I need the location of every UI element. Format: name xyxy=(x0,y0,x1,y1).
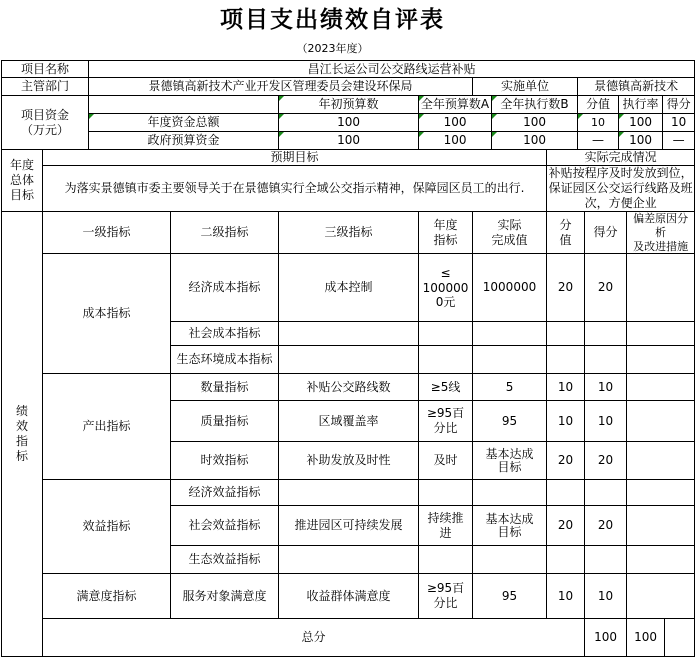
funds-row-total-initial: 100 xyxy=(279,114,419,132)
funds-header-rate: 执行率 xyxy=(619,96,663,114)
row-actual: 基本达成 目标 xyxy=(473,506,547,546)
funds-header-score: 分值 xyxy=(578,96,619,114)
cat-output: 产出指标 xyxy=(43,374,171,480)
funds-row-gov-score: — xyxy=(578,132,619,150)
row-l2: 经济效益指标 xyxy=(171,480,279,506)
report-year: （2023年度） xyxy=(296,42,369,55)
row-l2: 服务对象满意度 xyxy=(171,574,279,619)
ind-header-l3: 三级指标 xyxy=(279,212,419,254)
row-target: ≥95百 分比 xyxy=(419,574,473,619)
ind-header-score: 分 值 xyxy=(547,212,585,254)
total-score: 100 xyxy=(585,619,627,657)
ind-header-note: 偏差原因分析 及改进措施 xyxy=(627,212,695,254)
total-label: 总分 xyxy=(43,619,585,657)
row-score: 10 xyxy=(547,574,585,619)
cat-benefit: 效益指标 xyxy=(43,480,171,574)
row-score: 20 xyxy=(547,254,585,322)
row-l3: 补贴公交路线数 xyxy=(279,374,419,401)
row-score xyxy=(547,322,585,346)
goals-expected-label: 预期目标 xyxy=(43,150,547,166)
indicators-side-label: 绩 效 指 标 xyxy=(2,212,43,657)
row-l3 xyxy=(279,480,419,506)
funds-header-initial: 年初预算数 xyxy=(279,96,419,114)
funds-row-total-rate: 100 xyxy=(619,114,663,132)
row-note xyxy=(627,506,695,546)
goals-label: 年度 总体 目标 xyxy=(2,150,43,212)
row-actual xyxy=(473,546,547,574)
funds-row-gov-got: — xyxy=(663,132,695,150)
row-got: 20 xyxy=(585,254,627,322)
funds-row-total-executed: 100 xyxy=(492,114,578,132)
row-note xyxy=(627,322,695,346)
row-actual xyxy=(473,480,547,506)
funds-row-gov-annual: 100 xyxy=(419,132,492,150)
row-target: ≥95百 分比 xyxy=(419,401,473,442)
funds-header-annual: 全年预算数A xyxy=(419,96,492,114)
funds-row-gov-initial: 100 xyxy=(279,132,419,150)
row-l3 xyxy=(279,322,419,346)
page-title: 项目支出绩效自评表 xyxy=(220,7,445,33)
goals-actual-text: 补贴按程序及时发放到位，保证园区公交运行线路及班次，方便企业 xyxy=(547,166,695,212)
funds-row-total-score: 10 xyxy=(578,114,619,132)
goals-expected-text: 为落实景德镇市委主要领导关于在景德镇实行全域公交指示精神，保障园区员工的出行. xyxy=(43,166,547,212)
row-note xyxy=(627,442,695,480)
row-note xyxy=(627,546,695,574)
ind-header-l1: 一级指标 xyxy=(43,212,171,254)
row-score: 10 xyxy=(547,401,585,442)
row-score xyxy=(547,546,585,574)
funds-label: 项目资金 （万元） xyxy=(2,96,89,150)
impl-label: 实施单位 xyxy=(473,78,578,96)
row-score: 10 xyxy=(547,374,585,401)
row-got: 20 xyxy=(585,506,627,546)
row-actual: 基本达成 目标 xyxy=(473,442,547,480)
row-target xyxy=(419,346,473,374)
cat-satisfaction: 满意度指标 xyxy=(43,574,171,619)
row-l2: 社会效益指标 xyxy=(171,506,279,546)
row-actual: 95 xyxy=(473,574,547,619)
row-l2: 社会成本指标 xyxy=(171,322,279,346)
row-l2: 数量指标 xyxy=(171,374,279,401)
row-l3 xyxy=(279,346,419,374)
row-target xyxy=(419,546,473,574)
row-note xyxy=(627,254,695,322)
row-got: 10 xyxy=(585,374,627,401)
row-l2: 质量指标 xyxy=(171,401,279,442)
funds-header-blank xyxy=(89,96,279,114)
row-l3: 收益群体满意度 xyxy=(279,574,419,619)
cat-cost: 成本指标 xyxy=(43,254,171,374)
total-got: 100 xyxy=(627,619,665,657)
row-target: ≤ 100000 0元 xyxy=(419,254,473,322)
row-note xyxy=(627,480,695,506)
row-got xyxy=(585,346,627,374)
row-l2: 经济成本指标 xyxy=(171,254,279,322)
funds-header-executed: 全年执行数B xyxy=(492,96,578,114)
evaluation-table xyxy=(1,60,695,657)
impl-value: 景德镇高新技术 xyxy=(578,78,695,96)
total-blank xyxy=(665,619,695,657)
project-name-value: 昌江长运公司公交路线运营补贴 xyxy=(89,61,695,78)
funds-row-total-annual: 100 xyxy=(419,114,492,132)
funds-header-got: 得分 xyxy=(663,96,695,114)
goals-actual-label: 实际完成情况 xyxy=(547,150,695,166)
row-l2: 时效指标 xyxy=(171,442,279,480)
row-actual xyxy=(473,322,547,346)
row-target: 持续推 进 xyxy=(419,506,473,546)
row-l2: 生态效益指标 xyxy=(171,546,279,574)
row-got xyxy=(585,546,627,574)
row-actual xyxy=(473,346,547,374)
ind-header-got: 得分 xyxy=(585,212,627,254)
row-got: 10 xyxy=(585,574,627,619)
row-score xyxy=(547,346,585,374)
ind-header-actual: 实际 完成值 xyxy=(473,212,547,254)
funds-row-gov-executed: 100 xyxy=(492,132,578,150)
row-note xyxy=(627,374,695,401)
row-score: 20 xyxy=(547,442,585,480)
row-target: ≥5线 xyxy=(419,374,473,401)
row-note xyxy=(627,574,695,619)
row-got xyxy=(585,480,627,506)
row-score xyxy=(547,480,585,506)
row-l3: 区域覆盖率 xyxy=(279,401,419,442)
row-note xyxy=(627,401,695,442)
funds-row-total-got: 10 xyxy=(663,114,695,132)
row-l3: 推进园区可持续发展 xyxy=(279,506,419,546)
funds-row-gov-rate: 100 xyxy=(619,132,663,150)
project-name-label: 项目名称 xyxy=(2,61,89,78)
row-actual: 1000000 xyxy=(473,254,547,322)
row-got: 10 xyxy=(585,401,627,442)
row-score: 20 xyxy=(547,506,585,546)
row-target xyxy=(419,322,473,346)
row-got: 20 xyxy=(585,442,627,480)
dept-value: 景德镇高新技术产业开发区管理委员会建设环保局 xyxy=(89,78,473,96)
funds-row-total-label: 年度资金总额 xyxy=(89,114,279,132)
ind-header-target: 年度 指标 xyxy=(419,212,473,254)
funds-row-gov-label: 政府预算资金 xyxy=(89,132,279,150)
row-note xyxy=(627,346,695,374)
row-target: 及时 xyxy=(419,442,473,480)
ind-header-l2: 二级指标 xyxy=(171,212,279,254)
row-l2: 生态环境成本指标 xyxy=(171,346,279,374)
row-target xyxy=(419,480,473,506)
row-l3: 成本控制 xyxy=(279,254,419,322)
dept-label: 主管部门 xyxy=(2,78,89,96)
row-actual: 95 xyxy=(473,401,547,442)
row-l3: 补助发放及时性 xyxy=(279,442,419,480)
row-l3 xyxy=(279,546,419,574)
row-actual: 5 xyxy=(473,374,547,401)
row-got xyxy=(585,322,627,346)
